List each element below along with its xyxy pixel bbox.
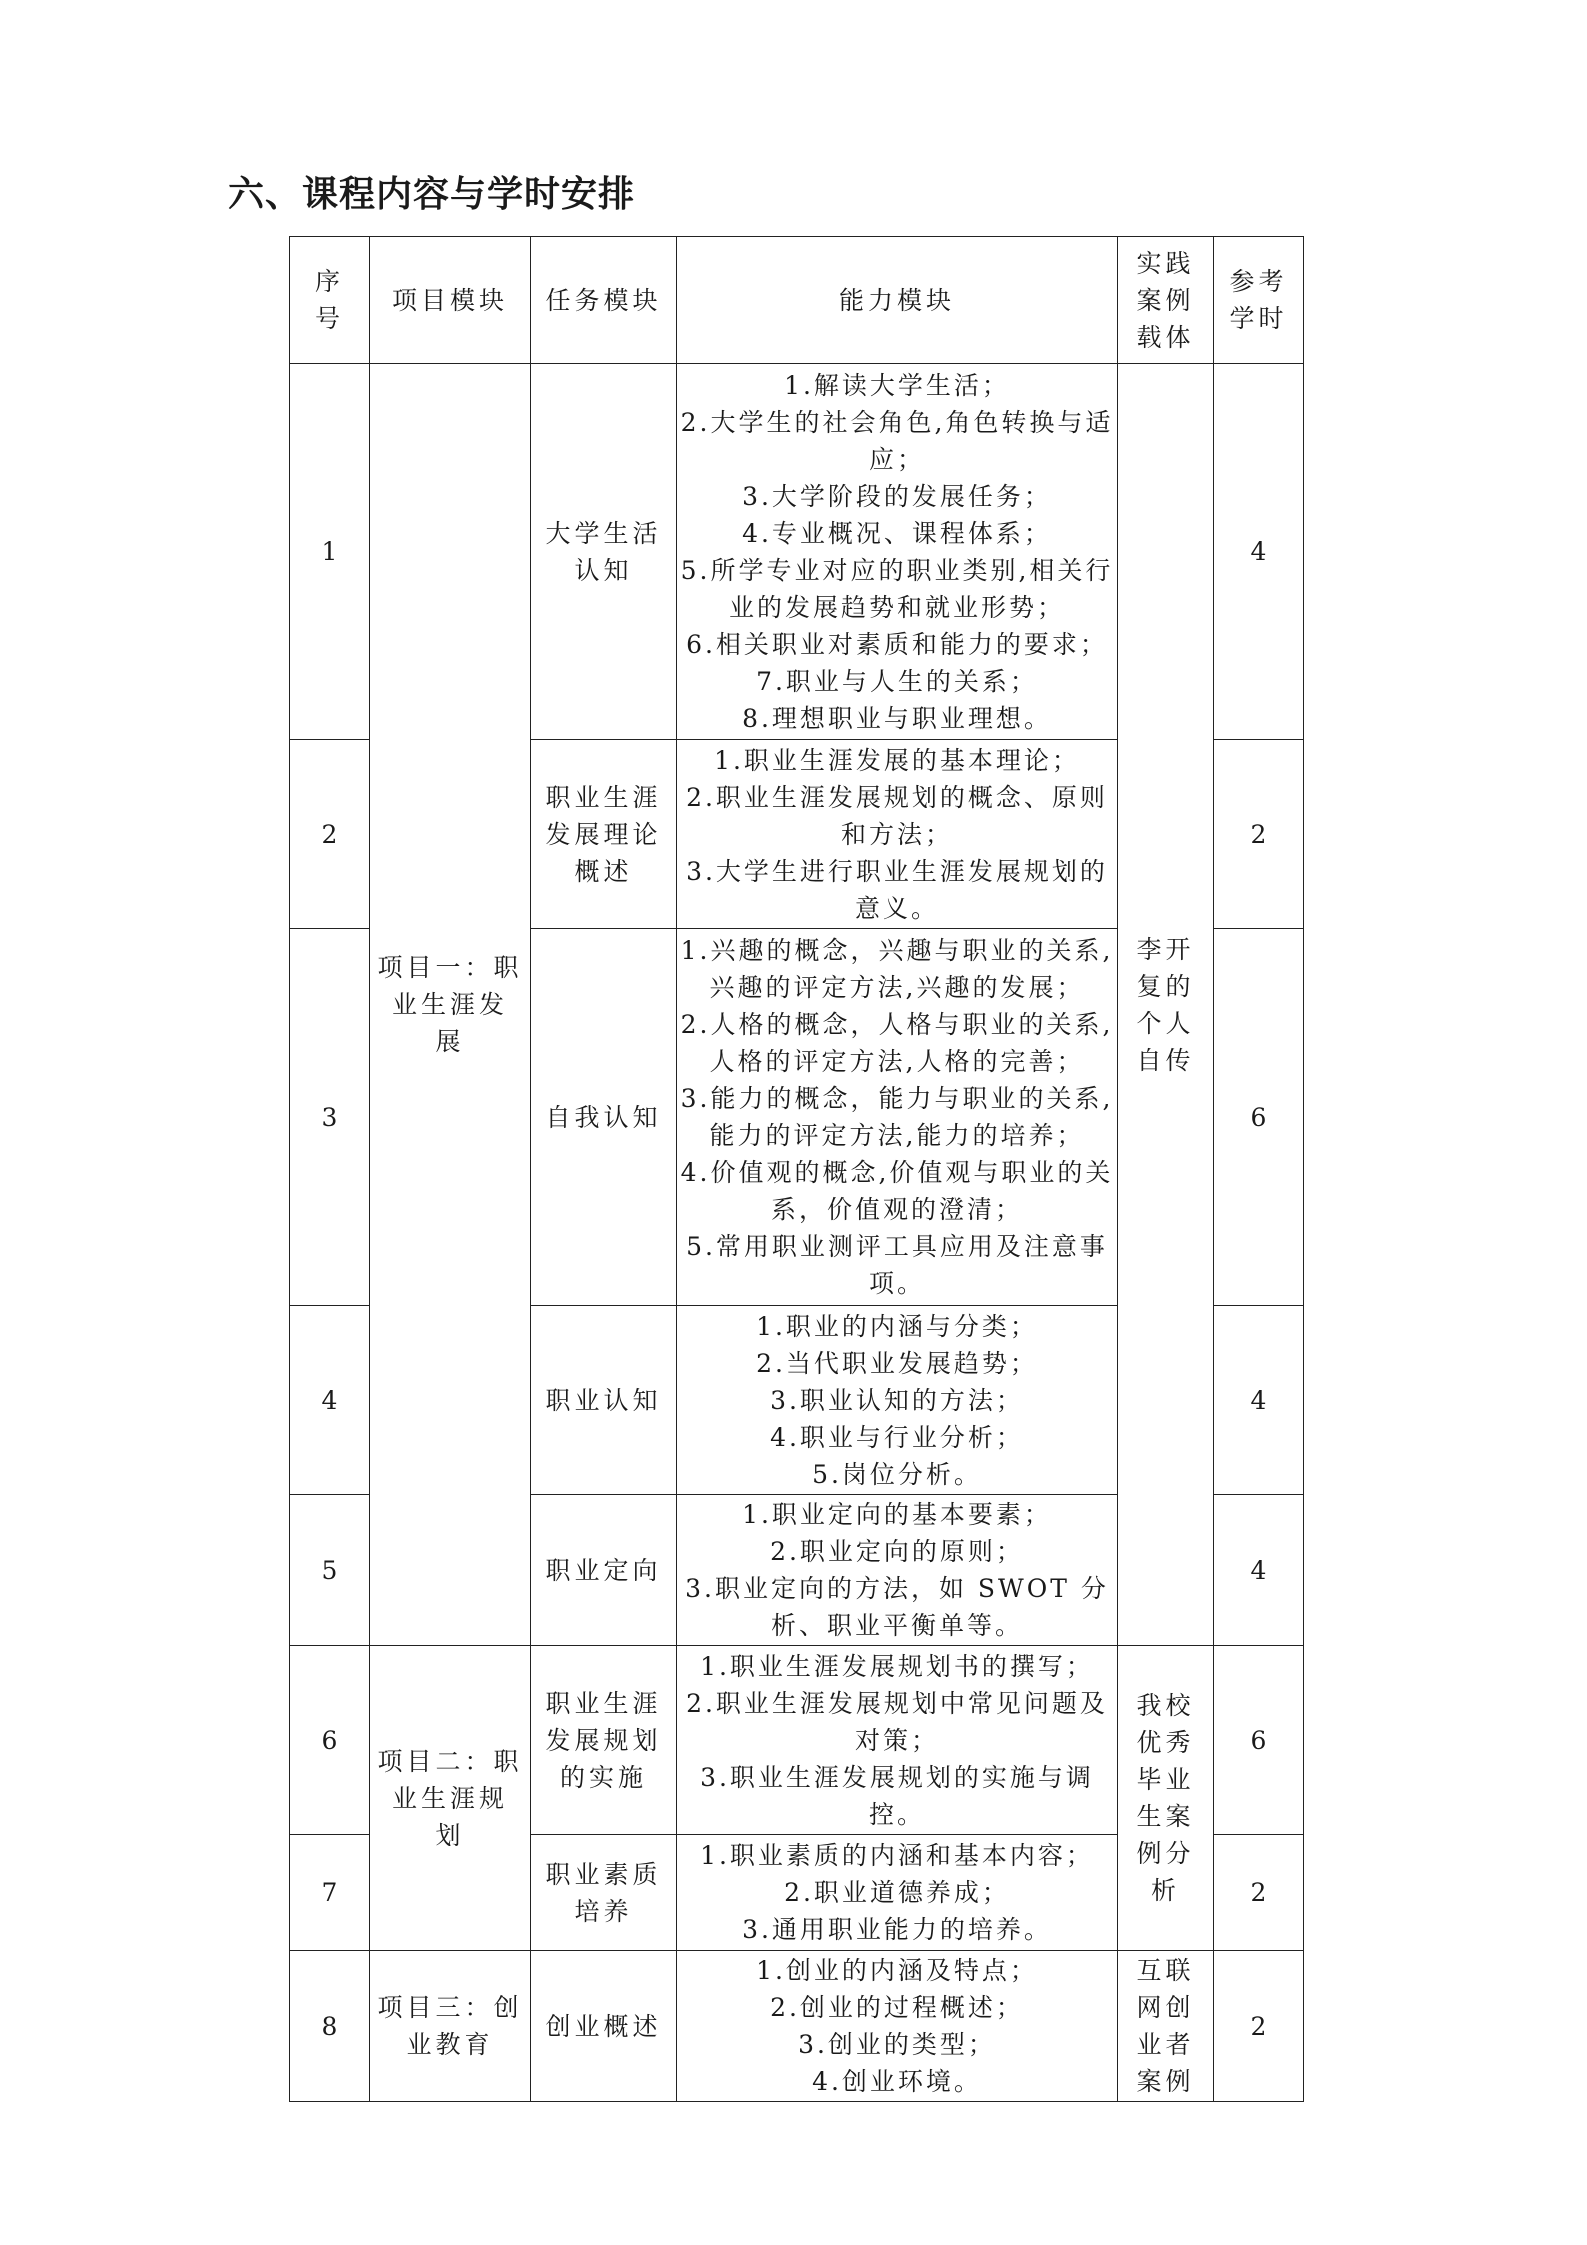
ability-item: 4.价值观的概念,价值观与职业的关系，价值观的澄清； [680, 1158, 1114, 1224]
ability-item: 1.创业的内涵及特点； [756, 1956, 1038, 1985]
ability-cell [677, 1646, 1118, 1835]
task-cell: 职业素质 培养 [531, 1835, 677, 1951]
hours-cell: 6 [1214, 929, 1304, 1306]
task-cell: 创业概述 [531, 1951, 677, 2102]
ability-item: 4.职业与行业分析； [770, 1422, 1024, 1452]
ability-item: 3.通用职业能力的培养。 [742, 1915, 1052, 1944]
ability-item: 1.兴趣的概念，兴趣与职业的关系,兴趣的评定方法,兴趣的发展； [680, 936, 1114, 1002]
ability-item: 5.常用职业测评工具应用及注意事项。 [686, 1232, 1108, 1298]
task-cell: 职业定向 [531, 1495, 677, 1646]
task-cell: 自我认知 [531, 929, 677, 1306]
ability-item: 4.创业环境。 [812, 2067, 982, 2096]
table-row [290, 364, 1304, 740]
ability-item: 1.职业的内涵与分类； [756, 1311, 1038, 1341]
ability-item: 5.所学专业对应的职业类别,相关行业的发展趋势和就业形势； [680, 555, 1114, 622]
hours-cell: 4 [1214, 1306, 1304, 1495]
row-seq: 3 [290, 929, 370, 1306]
course-schedule-table [289, 236, 1304, 2102]
case-cell: 我校 优秀 毕业 生案 例分 析 [1118, 1646, 1214, 1951]
row-seq: 2 [290, 740, 370, 929]
hours-cell: 4 [1214, 1495, 1304, 1646]
ability-item: 1.职业定向的基本要素； [742, 1500, 1052, 1529]
task-cell: 职业生涯 发展规划 的实施 [531, 1646, 677, 1835]
ability-item: 4.专业概况、课程体系； [742, 518, 1052, 548]
ability-item: 3.职业生涯发展规划的实施与调控。 [700, 1762, 1094, 1829]
ability-item: 2.大学生的社会角色,角色转换与适应； [680, 407, 1114, 474]
table-row [290, 1951, 1304, 2102]
table-row [290, 1646, 1304, 1835]
hours-cell: 2 [1214, 1951, 1304, 2102]
ability-item: 1.职业生涯发展规划书的撰写； [700, 1651, 1094, 1681]
ability-item: 3.创业的类型； [798, 2030, 996, 2059]
ability-item: 8.理想职业与职业理想。 [742, 703, 1052, 733]
ability-cell [677, 1495, 1118, 1646]
row-seq: 5 [290, 1495, 370, 1646]
header-hours: 参考 学时 [1214, 237, 1304, 364]
ability-item: 2.职业定向的原则； [770, 1537, 1024, 1566]
ability-item: 3.职业定向的方法，如 SWOT 分析、职业平衡单等。 [685, 1574, 1109, 1640]
ability-cell [677, 1835, 1118, 1951]
row-seq: 1 [290, 364, 370, 740]
ability-item: 3.大学生进行职业生涯发展规划的意义。 [686, 856, 1108, 923]
ability-item: 2.职业生涯发展规划中常见问题及对策； [686, 1688, 1108, 1755]
project-cell: 项目一：职 业生涯发 展 [370, 364, 531, 1646]
row-seq: 8 [290, 1951, 370, 2102]
ability-item: 1.解读大学生活； [784, 370, 1010, 400]
header-task: 任务模块 [531, 237, 677, 364]
section-title: 六、课程内容与学时安排 [228, 174, 636, 215]
ability-item: 5.岗位分析。 [812, 1459, 982, 1489]
header-seq: 序 号 [290, 237, 370, 364]
ability-item: 6.相关职业对素质和能力的要求； [686, 629, 1108, 659]
ability-item: 2.职业道德养成； [784, 1878, 1010, 1907]
ability-item: 3.能力的概念，能力与职业的关系,能力的评定方法,能力的培养； [680, 1084, 1114, 1150]
case-cell: 互联 网创 业者 案例 [1118, 1951, 1214, 2102]
ability-item: 1.职业素质的内涵和基本内容； [700, 1841, 1094, 1870]
hours-cell: 2 [1214, 1835, 1304, 1951]
ability-item: 2.职业生涯发展规划的概念、原则和方法； [686, 782, 1108, 849]
row-seq: 6 [290, 1646, 370, 1835]
hours-cell: 4 [1214, 364, 1304, 740]
ability-cell [677, 364, 1118, 740]
hours-cell: 6 [1214, 1646, 1304, 1835]
ability-item: 2.当代职业发展趋势； [756, 1348, 1038, 1378]
header-case: 实践 案例 载体 [1118, 237, 1214, 364]
task-cell: 职业认知 [531, 1306, 677, 1495]
ability-item: 2.人格的概念，人格与职业的关系,人格的评定方法,人格的完善； [680, 1010, 1114, 1076]
ability-item: 3.职业认知的方法； [770, 1385, 1024, 1415]
case-cell: 李开 复的 个人 自传 [1118, 364, 1214, 1646]
row-seq: 4 [290, 1306, 370, 1495]
hours-cell: 2 [1214, 740, 1304, 929]
ability-cell [677, 740, 1118, 929]
row-seq: 7 [290, 1835, 370, 1951]
header-project: 项目模块 [370, 237, 531, 364]
ability-item: 1.职业生涯发展的基本理论； [714, 745, 1080, 775]
task-cell: 大学生活 认知 [531, 364, 677, 740]
header-row [290, 237, 1304, 364]
project-cell: 项目三：创 业教育 [370, 1951, 531, 2102]
project-cell: 项目二：职 业生涯规 划 [370, 1646, 531, 1951]
header-ability: 能力模块 [677, 237, 1118, 364]
task-cell: 职业生涯 发展理论 概述 [531, 740, 677, 929]
ability-item: 2.创业的过程概述； [770, 1993, 1024, 2022]
ability-cell [677, 1951, 1118, 2102]
ability-item: 7.职业与人生的关系； [756, 666, 1038, 696]
ability-cell [677, 1306, 1118, 1495]
ability-item: 3.大学阶段的发展任务； [742, 481, 1052, 511]
ability-cell [677, 929, 1118, 1306]
